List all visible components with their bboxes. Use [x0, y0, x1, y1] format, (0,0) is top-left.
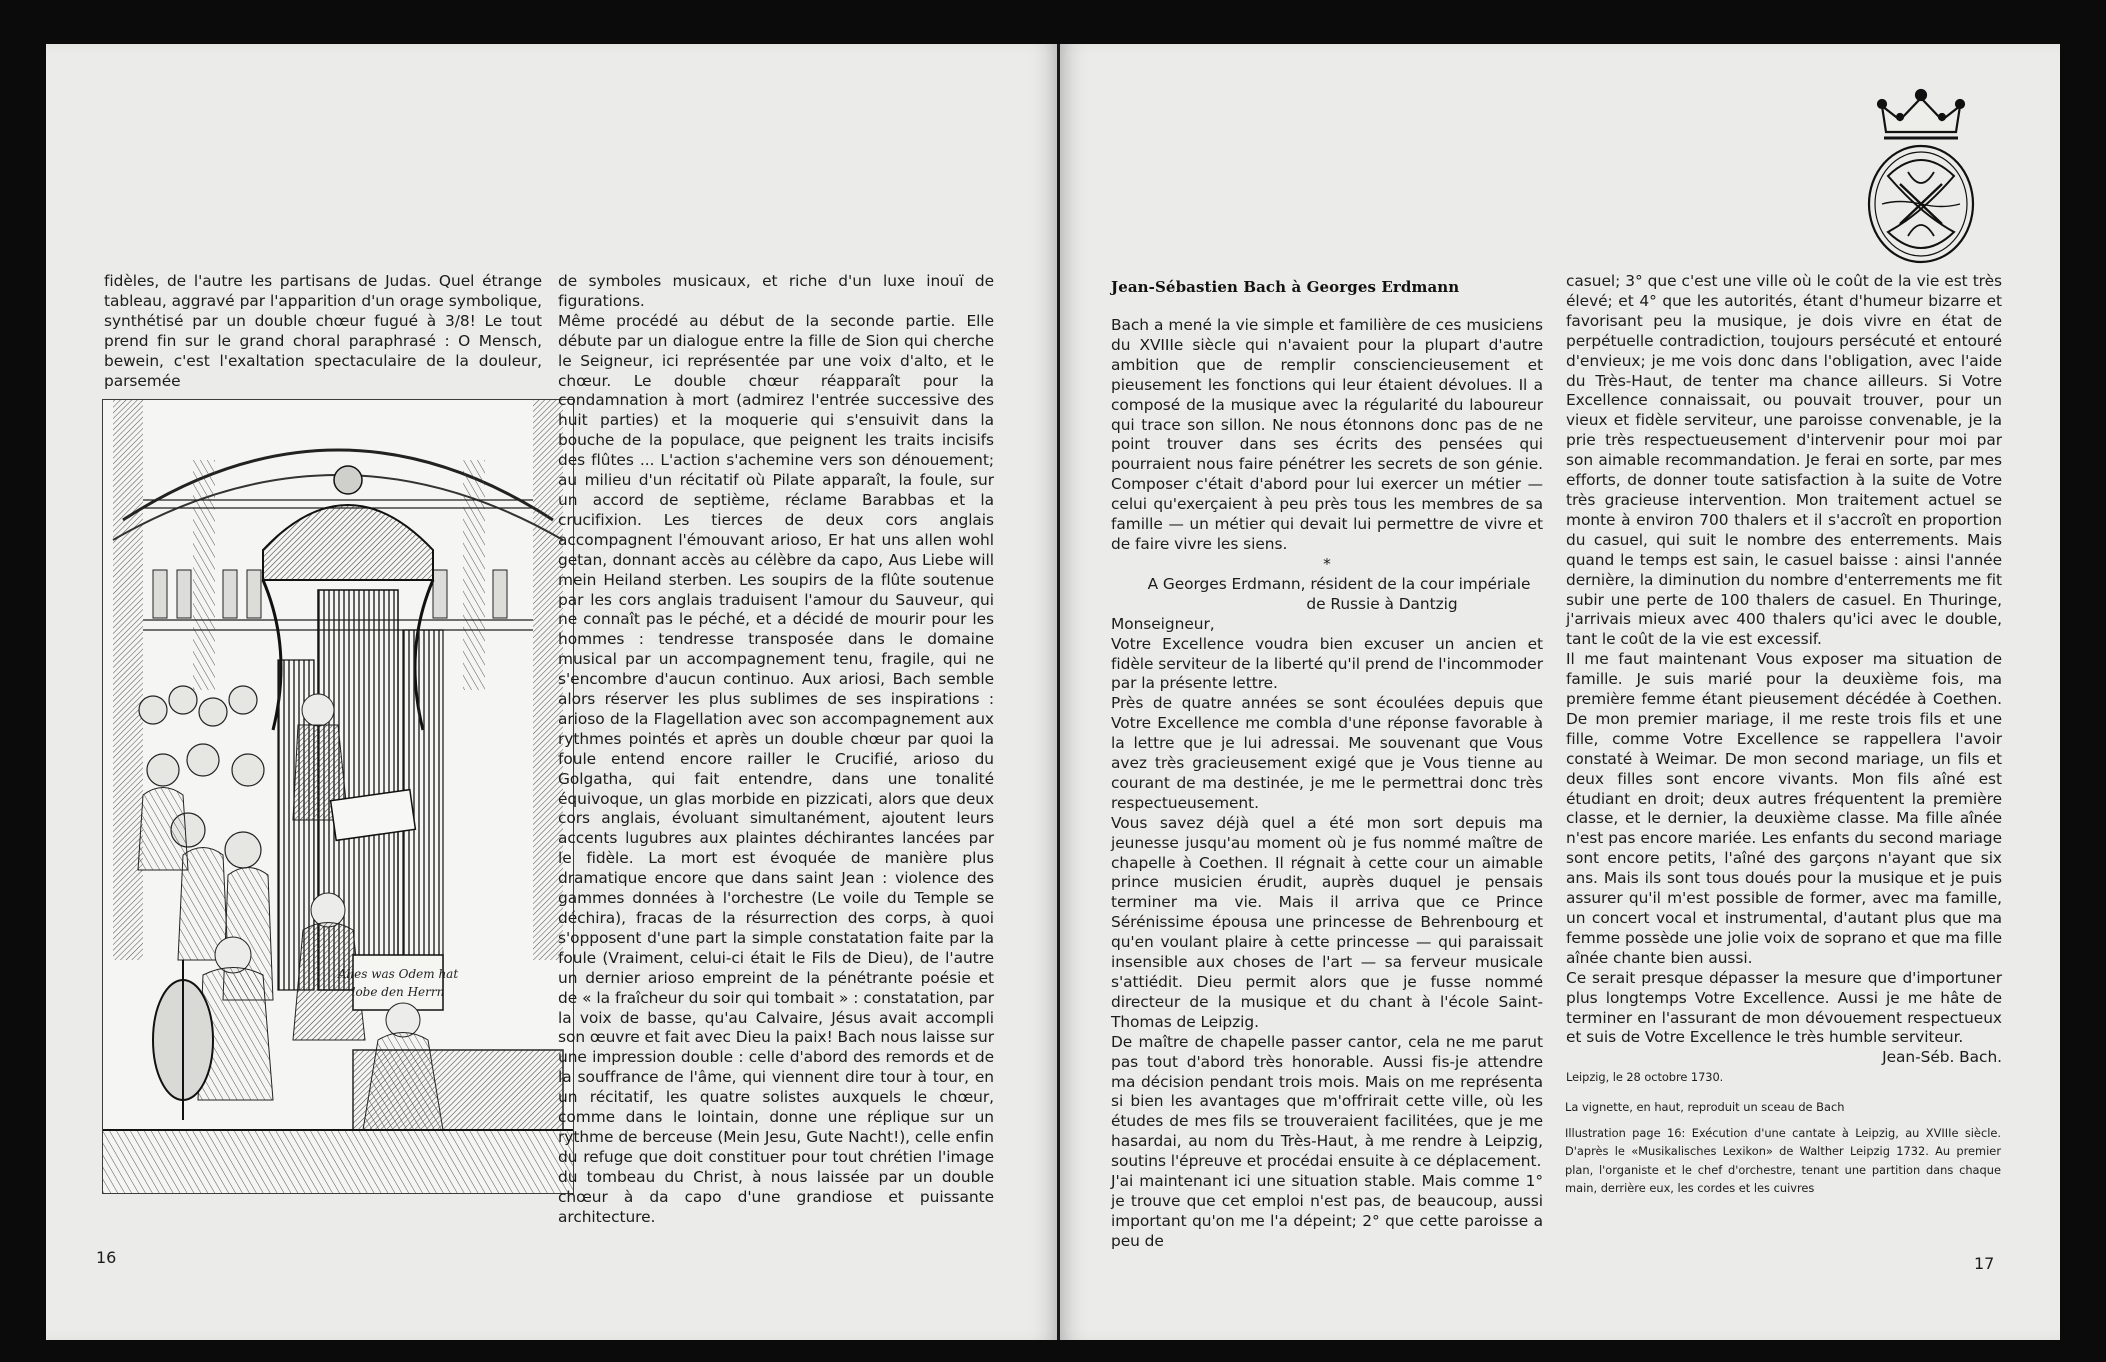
letter-date: Leipzig, le 28 octobre 1730. — [1566, 1070, 1724, 1085]
letter-paragraph: Votre Excellence voudra bien excuser un ancien et fidèle serviteur de la liberté qu'il prend de l'incommoder par la présente lettre. — [1111, 634, 1543, 693]
engraving-drawing — [103, 400, 573, 1193]
page-number: 17 — [1974, 1254, 1995, 1273]
right-column-2 — [1566, 272, 2002, 1088]
letter-address-line-2: de Russie à Dantzig — [1306, 594, 1458, 613]
left-column-1 — [104, 272, 542, 391]
letter-paragraph: Ce serait presque dépasser la mesure que d'importuner plus longtemps Votre Excellence. Aussi je me hâte de terminer en l'assurant de mon dévouement respectueux et suis de Votre Excellence le très humble serviteur. — [1566, 968, 2002, 1047]
right-page — [1060, 44, 2060, 1340]
right-column-1 — [1111, 316, 1543, 1252]
intro-paragraph: Bach a mené la vie simple et familière de ces musiciens du XVIIIe siècle qui n'avaient pour la plupart d'autre ambition que de remplir consciencieusement et pieusement les fonctions qui leur étaient dévolues. Il a composé de la musique avec la régularité du laboureur qui trace son sillon. Ne nous étonnons donc pas de ne point trouver dans ses écrits des pensées qui pourraient nous faire pénétrer les secrets de son génie. Composer c'était d'abord pour lui exercer un métier — celui qu'exerçaient à peu près tous les membres de sa famille — un métier qui devait lui permettre de vivre et de faire vivre les siens. — [1111, 316, 1543, 553]
letter-address-line-1: A Georges Erdmann, résident de la cour impériale — [1147, 574, 1531, 593]
letter-paragraph: casuel; 3° que c'est une ville où le coût de la vie est très élevé; et 4° que les autorités, étant d'humeur bizarre et favorisant peu la musique, je dois vivre en état de perpétuelle contradiction, toujours persécuté et entouré d'envieux; je me vois donc dans l'obligation, avec l'aide du Très-Haut, de tenter ma chance ailleurs. Si Votre Excellence connaissait, ou pouvait trouver, pour un vieux et fidèle serviteur, une paroisse convenable, je la prie très respectueusement d'intervenir pour moi par son aimable recommandation. Je ferai en sorte, par mes efforts, de donner toute satisfaction à la suite de Votre très gracieuse intervention. Mon traitement actuel se monte à environ 700 thalers et il s'accroît en proportion du casuel, qui suit le nombre des enterrements. Mais quand le temps est sain, le casuel baisse : ainsi l'année dernière, la diminution du nombre d'enterrements me fit subir une perte de 100 thalers de casuel. En Thuringe, j'arrivais mieux avec 400 thalers qu'ici avec le double, tant le coût de la vie est excessif. — [1566, 272, 2002, 649]
paragraph: fidèles, de l'autre les partisans de Judas. Quel étrange tableau, aggravé par l'apparition d'un orage symbolique, synthétisé par un double chœur fugué à 3/8! Le tout prend fin sur le grand choral paraphrasé : O Mensch, bewein, c'est l'exaltation spectaculaire de la douleur, parsemée — [104, 272, 542, 390]
section-star: * — [1323, 554, 1331, 573]
paragraph: de symboles musicaux, et riche d'un luxe inouï de figurations. — [558, 272, 994, 310]
letter-paragraph: De maître de chapelle passer cantor, cela ne me parut pas tout d'abord très honorable. Aussi fis-je attendre ma décision pendant trois mois. Mais on me représenta si bien les avantages que m'offrirait cette ville, où les études de mes fils se trouveraient facilitées, que je me hasardai, au nom du Très-Haut, à me rendre à Leipzig, soutins l'épreuve et procédai ensuite à ce déplacement. — [1111, 1032, 1543, 1171]
letter-paragraph: J'ai maintenant ici une situation stable. Mais comme 1° je trouve que cet emploi n'est pas, de beaucoup, aussi important qu'on me l'a dépeint; 2° que cette paroisse a peu de — [1111, 1172, 1543, 1250]
bach-seal-vignette — [1860, 84, 1982, 274]
letter-signature: Jean-Séb. Bach. — [1882, 1048, 2002, 1067]
seal-icon — [1860, 84, 1982, 274]
engraving-score-line-1: Alles was Odem hat — [337, 967, 459, 981]
left-column-2 — [558, 272, 994, 1228]
paragraph: Même procédé au début de la seconde partie. Elle débute par un dialogue entre la fille de Sion qui cherche le Seigneur, ici représentée par une voix d'alto, et le chœur. Le double chœur réapparaît pour la condamnation à mort (admirez l'entrée successive des huit parties) et la moquerie qui s'ensuivit dans la bouche de la populace, que peignent les traits incisifs des flûtes ... L'action s'achemine vers son dénouement; au milieu d'un récitatif où Pilate apparaît, la foule, sur un accord de septième, réclame Barabbas et la crucifixion. Les tierces de deux cors anglais accompagnent l'émouvant arioso, Er hat uns allen wohl getan, donnant accès au célèbre da capo, Aus Liebe will mein Heiland sterben. Les soupirs de la flûte soutenue par les cors anglais traduisent l'amour du Sauveur, qui ne connaît pas le péché, et a décidé de mourir pour les hommes : tendresse transposée dans le domaine musical par un accompagnement tenu, fragile, qui ne s'encombre d'aucun continuo. Aux ariosi, Bach semble alors réserver les plus sublimes de ses inspirations : arioso de la Flagellation avec son accompagnement aux rythmes pointés et après un double chœur par quoi la foule entend encore railler le Crucifié, arioso du Golgatha, qui fait entendre, dans une tonalité équivoque, un glas morbide en pizzicati, alors que deux cors anglais, évoluant simultanément, ajoutent leurs accents lugubres aux plaintes déchirantes lancées par le fidèle. La mort est évoquée de manière plus dramatique encore que dans saint Jean : violence des gammes données à l'orchestre (Le voile du Temple se déchira), fracas de la résurrection des corps, à quoi s'opposent d'une part la simple constatation faite par la foule (Vraiment, celui-ci était le Fils de Dieu), de l'autre un dernier arioso empreint de la pénétrante poésie et de « la fraîcheur du soir qui tombait » : constatation, par la voix de basse, qu'au Calvaire, Jésus avait accompli son œuvre et fait avec Dieu la paix! Bach nous laisse sur une impression double : celle d'abord des remords et de la souffrance de l'âme, qui viennent dire tour à tour, en un récitatif, les quatre solistes auxquels le chœur, comme dans le lointain, donne une réplique sur un rythme de berceuse (Mein Jesu, Gute Nacht!), celle enfin du refuge que doit constituer pour tout chrétien l'image du tombeau du Christ, à nous laissée par un double chœur à da capo d'une grandiose et puissante architecture. — [558, 311, 994, 1226]
engraving-illustration — [102, 399, 574, 1194]
letter-paragraph: Il me faut maintenant Vous exposer ma situation de famille. Je suis marié pour la deuxième fois, ma première femme étant pieusement décédée à Coethen. De mon premier mariage, il me reste trois fils et une fille, comme Votre Excellence se rappellera l'avoir constaté à Weimar. De mon second mariage, un fils et deux filles sont encore vivants. Mon fils aîné est étudiant en droit; deux autres fréquentent la première classe, et le dernier, la deuxième classe. Ma fille aînée n'est pas encore mariée. Les enfants du second mariage sont encore petits, l'aîné des garçons n'ayant que six ans. Mais ils sont tous doués pour la musique et je puis assurer qu'il m'est possible de former, avec ma famille, un concert vocal et instrumental, d'autant plus que ma femme possède une jolie voix de soprano et que ma fille aînée chante bien aussi. — [1566, 650, 2002, 967]
seal-caption: La vignette, en haut, reproduit un sceau de Bach — [1565, 1100, 1845, 1114]
letter-salutation: Monseigneur, — [1111, 614, 1215, 633]
letter-paragraph: Vous savez déjà quel a été mon sort depuis ma jeunesse jusqu'au moment où je fus nommé maître de chapelle à Coethen. Il régnait à cette cour un aimable prince musicien érudit, auprès duquel je pensais terminer ma vie. Mais il arriva que ce Prince Sérénissime épousa une princesse de Behrenbourg et qu'en voulant plaire à cette princesse — qui paraissait insensible aux choses de l'art — sa ferveur musicale s'attiédit. Dieu permit alors que je fusse nommé directeur de la musique et du chant à l'école Saint-Thomas de Leipzig. — [1111, 813, 1543, 1031]
page-number: 16 — [96, 1248, 117, 1267]
illustration-caption: Illustration page 16: Exécution d'une cantate à Leipzig, au XVIIIe siècle. D'après le «Musikalisches Lexikon» de Walther Leipzig 1732. Au premier plan, l'organiste et le chef d'orchestre, tenant une partition dans chaque main, derrière eux, les cordes et les cuivres — [1565, 1126, 2001, 1196]
engraving-score-line-2: lobe den Herrn — [351, 985, 445, 999]
letter-paragraph: Près de quatre années se sont écoulées depuis que Votre Excellence me combla d'une réponse favorable à la lettre que je lui adressai. Me souvenant que Vous avez très gracieusement exigé que je Vous tienne au courant de ma destinée, je me le permettrai donc très respectueusement. — [1111, 694, 1543, 812]
letter-heading: Jean-Sébastien Bach à Georges Erdmann — [1111, 278, 1460, 296]
